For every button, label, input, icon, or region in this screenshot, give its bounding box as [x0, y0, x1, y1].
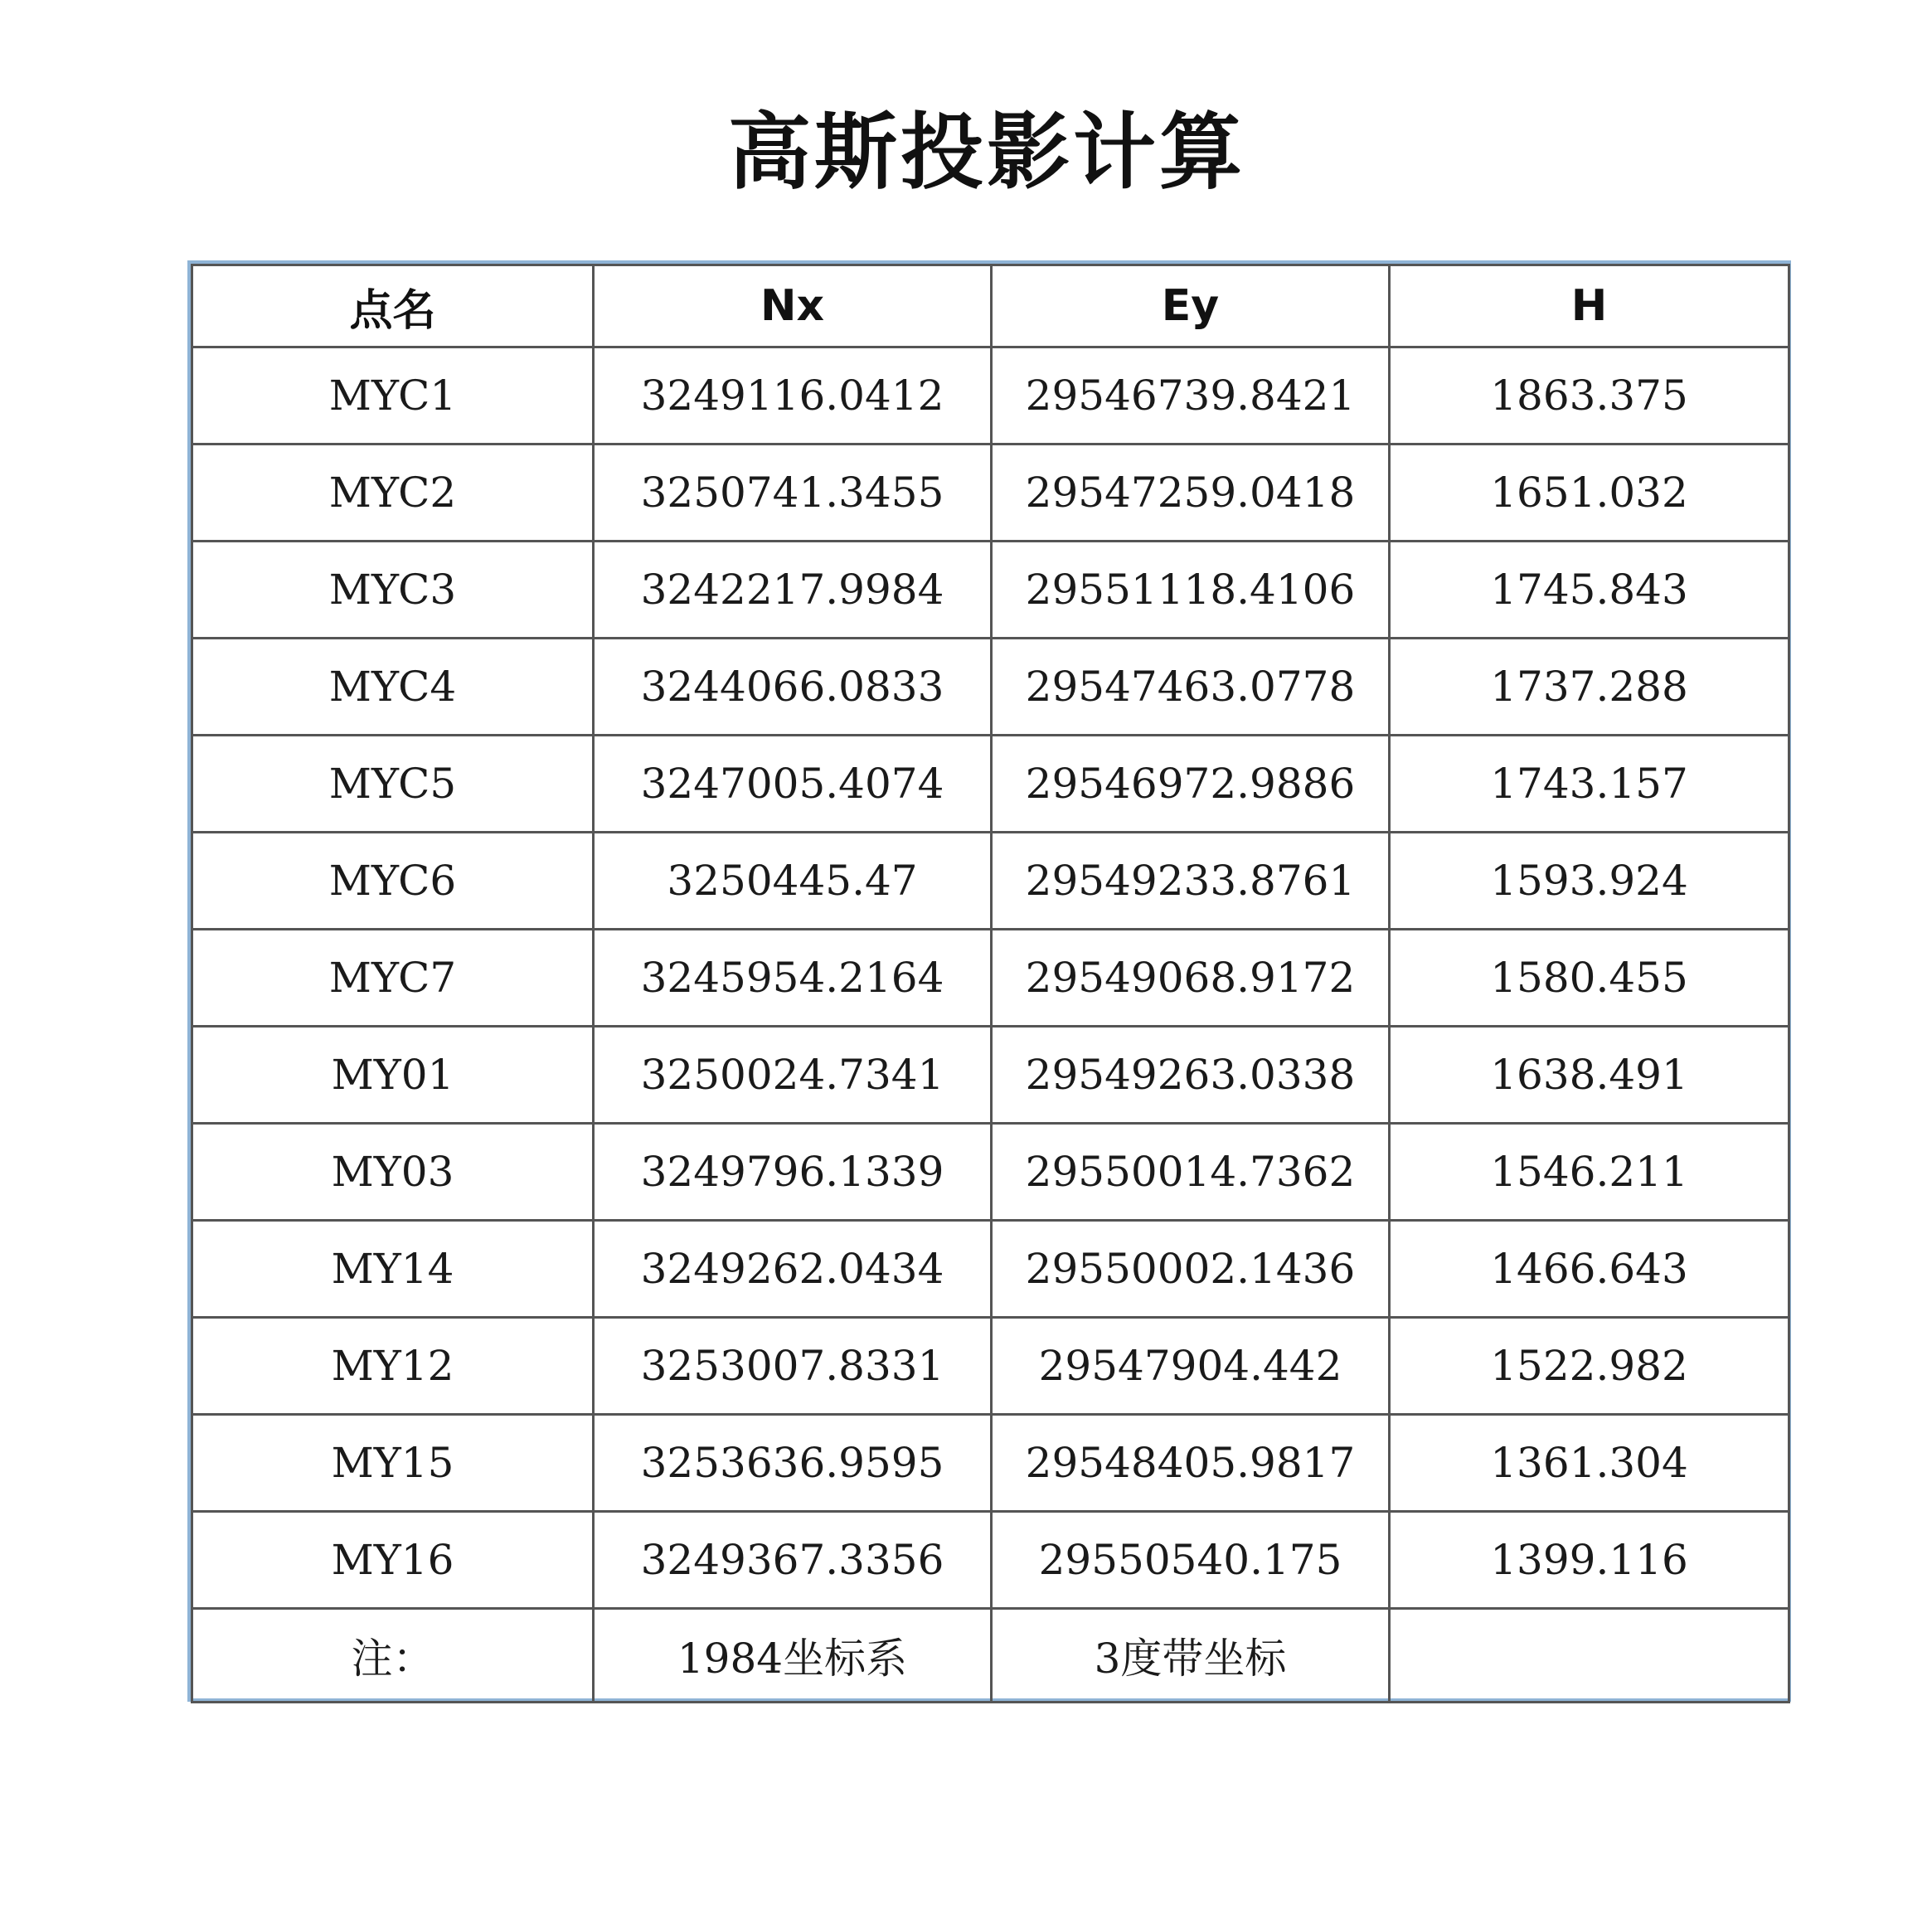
- cell-nx: 3249796.1339: [594, 1124, 992, 1221]
- table-row: [192, 930, 1789, 1027]
- cell-point-name: MY14: [192, 1221, 594, 1318]
- cell-ey: 29550540.175: [992, 1512, 1390, 1609]
- cell-point-name: MYC4: [192, 639, 594, 736]
- cell-ey: 29550014.7362: [992, 1124, 1390, 1221]
- cell-point-name: MY15: [192, 1415, 594, 1512]
- cell-point-name: MY12: [192, 1318, 594, 1415]
- coordinate-table: [191, 264, 1790, 1703]
- cell-h: 1466.643: [1390, 1221, 1789, 1318]
- table-row: [192, 1512, 1789, 1609]
- table-row: [192, 1415, 1789, 1512]
- cell-ey: 29549068.9172: [992, 930, 1390, 1027]
- cell-nx: 3250445.47: [594, 833, 992, 930]
- cell-point-name: MYC2: [192, 445, 594, 542]
- cell-h: 1743.157: [1390, 736, 1789, 833]
- column-header-h: H: [1390, 265, 1789, 347]
- cell-ey: 29546739.8421: [992, 347, 1390, 445]
- cell-nx: 3250024.7341: [594, 1027, 992, 1124]
- note-label: 注：: [192, 1609, 594, 1703]
- cell-nx: 3249262.0434: [594, 1221, 992, 1318]
- cell-h: 1638.491: [1390, 1027, 1789, 1124]
- cell-ey: 29547463.0778: [992, 639, 1390, 736]
- column-header-nx: Nx: [594, 265, 992, 347]
- cell-h: 1399.116: [1390, 1512, 1789, 1609]
- cell-point-name: MYC3: [192, 542, 594, 639]
- cell-ey: 29548405.9817: [992, 1415, 1390, 1512]
- table-row: [192, 1221, 1789, 1318]
- document-title: 高斯投影计算: [728, 103, 1245, 201]
- cell-ey: 29551118.4106: [992, 542, 1390, 639]
- cell-h: 1593.924: [1390, 833, 1789, 930]
- table-row: [192, 736, 1789, 833]
- note-empty-cell: [1390, 1609, 1789, 1703]
- cell-point-name: MYC6: [192, 833, 594, 930]
- cell-point-name: MY03: [192, 1124, 594, 1221]
- table-header-row: [192, 265, 1789, 347]
- table-row: [192, 1124, 1789, 1221]
- table-row: [192, 347, 1789, 445]
- note-row: [192, 1609, 1789, 1703]
- note-zone: 3度带坐标: [992, 1609, 1390, 1703]
- cell-h: 1546.211: [1390, 1124, 1789, 1221]
- cell-nx: 3242217.9984: [594, 542, 992, 639]
- table-row: [192, 1318, 1789, 1415]
- table-row: [192, 833, 1789, 930]
- cell-nx: 3250741.3455: [594, 445, 992, 542]
- cell-h: 1737.288: [1390, 639, 1789, 736]
- cell-h: 1522.982: [1390, 1318, 1789, 1415]
- cell-h: 1361.304: [1390, 1415, 1789, 1512]
- column-header-point-name: 点名: [192, 265, 594, 347]
- cell-nx: 3245954.2164: [594, 930, 992, 1027]
- cell-ey: 29547259.0418: [992, 445, 1390, 542]
- cell-nx: 3249367.3356: [594, 1512, 992, 1609]
- cell-point-name: MY01: [192, 1027, 594, 1124]
- table-row: [192, 1027, 1789, 1124]
- cell-point-name: MY16: [192, 1512, 594, 1609]
- cell-nx: 3247005.4074: [594, 736, 992, 833]
- cell-h: 1651.032: [1390, 445, 1789, 542]
- coordinate-table-container: [187, 260, 1791, 1702]
- cell-ey: 29550002.1436: [992, 1221, 1390, 1318]
- cell-h: 1863.375: [1390, 347, 1789, 445]
- cell-nx: 3253636.9595: [594, 1415, 992, 1512]
- cell-h: 1580.455: [1390, 930, 1789, 1027]
- cell-ey: 29549263.0338: [992, 1027, 1390, 1124]
- table-row: [192, 542, 1789, 639]
- cell-nx: 3249116.0412: [594, 347, 992, 445]
- cell-point-name: MYC5: [192, 736, 594, 833]
- cell-nx: 3244066.0833: [594, 639, 992, 736]
- cell-h: 1745.843: [1390, 542, 1789, 639]
- cell-nx: 3253007.8331: [594, 1318, 992, 1415]
- note-coordinate-system: 1984坐标系: [594, 1609, 992, 1703]
- cell-ey: 29547904.442: [992, 1318, 1390, 1415]
- cell-point-name: MYC7: [192, 930, 594, 1027]
- cell-ey: 29546972.9886: [992, 736, 1390, 833]
- column-header-ey: Ey: [992, 265, 1390, 347]
- table-row: [192, 639, 1789, 736]
- table-row: [192, 445, 1789, 542]
- cell-ey: 29549233.8761: [992, 833, 1390, 930]
- cell-point-name: MYC1: [192, 347, 594, 445]
